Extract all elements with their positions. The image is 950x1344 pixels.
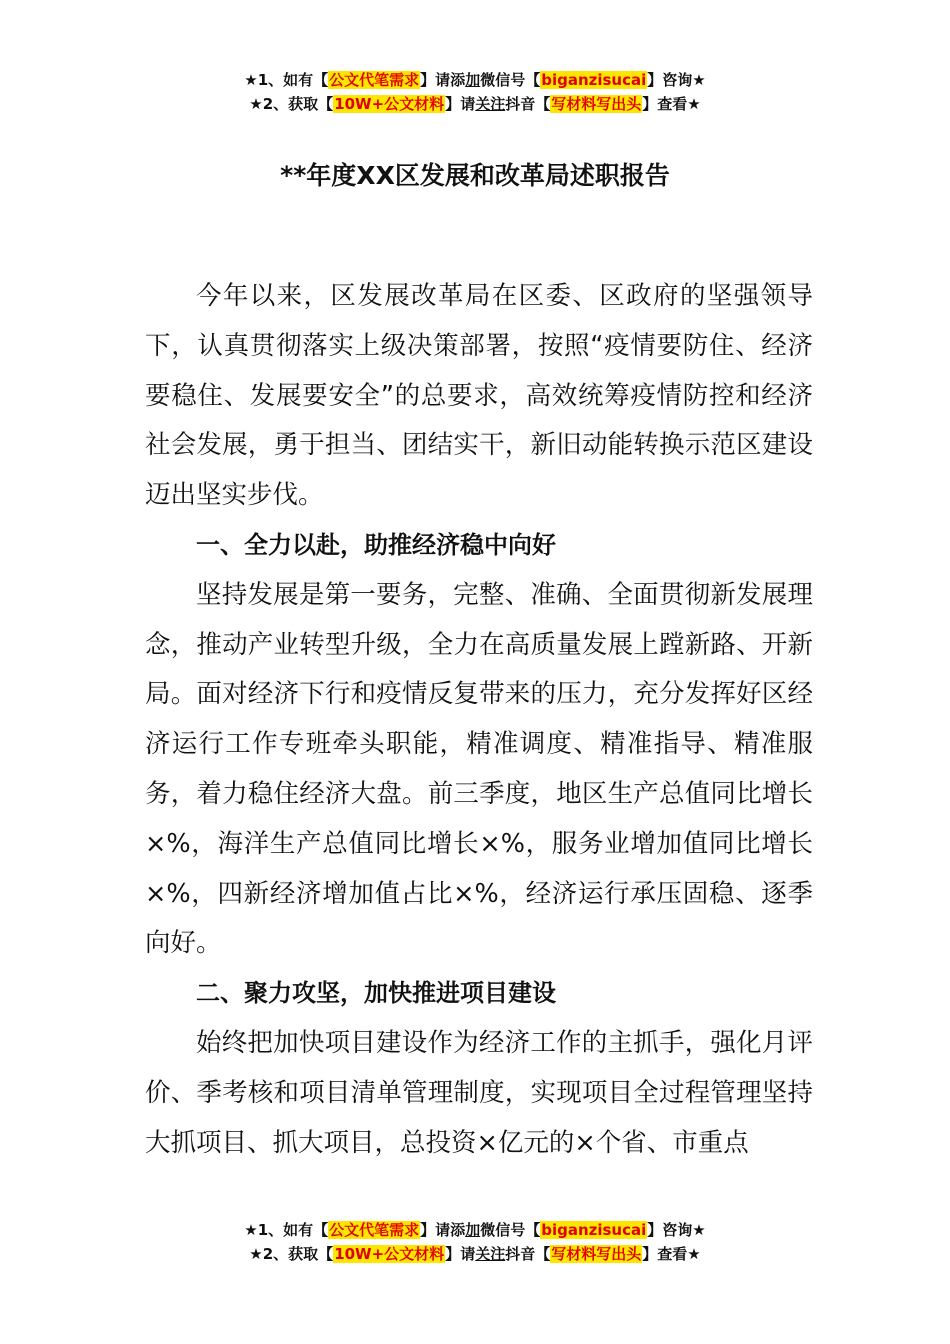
- promo-line-1: [0, 68, 950, 92]
- promo-text: ★2、获取【: [249, 1245, 334, 1263]
- promo-line-2: [0, 1242, 950, 1266]
- section-2-paragraph: 始终把加快项目建设作为经济工作的主抓手，强化月评价、季考核和项目清单管理制度，实现项目全过程管理坚持大抓项目、抓大项目，总投资×亿元的×个省、市重点: [145, 1027, 813, 1158]
- promo-wechat-id: biganzisucai: [541, 1221, 647, 1239]
- promo-text: 微信号【: [480, 71, 541, 89]
- promo-underline: 关注: [475, 1245, 506, 1263]
- section-heading-2: 二、聚力攻坚，加快推进项目建设: [196, 979, 556, 1008]
- promo-text: 】请: [445, 1245, 476, 1263]
- promo-text: 抖音【: [505, 1245, 551, 1263]
- promo-text: ★2、获取【: [249, 95, 334, 113]
- bottom-promo-banner: [0, 1218, 950, 1266]
- promo-highlight: 公文代笔需求: [329, 71, 420, 89]
- promo-text: 】查看★: [642, 95, 701, 113]
- promo-line-1: [0, 1218, 950, 1242]
- promo-text: ★1、如有【: [244, 71, 329, 89]
- document-body: [145, 272, 813, 1168]
- promo-underline: 加: [465, 1221, 481, 1239]
- promo-underline: 加: [465, 71, 481, 89]
- promo-text: 】请添: [420, 71, 466, 89]
- intro-paragraph: 今年以来，区发展改革局在区委、区政府的坚强领导下，认真贯彻落实上级决策部署，按照“疫情要防住、经济要稳住、发展要安全”的总要求，高效统筹疫情防控和经济社会发展，勇于担当、团结实干，新旧动能转换示范区建设迈出坚实步伐。: [145, 281, 813, 511]
- promo-douyin-name: 写材料写出头: [551, 95, 642, 113]
- promo-text: 】请添: [420, 1221, 466, 1239]
- promo-highlight: 公文代笔需求: [329, 1221, 420, 1239]
- promo-text: 微信号【: [480, 1221, 541, 1239]
- section-1-paragraph: 坚持发展是第一要务，完整、准确、全面贯彻新发展理念，推动产业转型升级，全力在高质量发展上蹚新路、开新局。面对经济下行和疫情反复带来的压力，充分发挥好区经济运行工作专班牵头职能，精准调度、精准指导、精准服务，着力稳住经济大盘。前三季度，地区生产总值同比增长×%，海洋生产总值同比增长×%，服务业增加值同比增长×%，四新经济增加值占比×%，经济运行承压固稳、逐季向好。: [145, 579, 813, 959]
- promo-text: 】咨询★: [647, 1221, 706, 1239]
- promo-text: ★1、如有【: [244, 1221, 329, 1239]
- promo-line-2: [0, 92, 950, 116]
- promo-text: 】查看★: [642, 1245, 701, 1263]
- promo-highlight: 10W+公文材料: [334, 1245, 445, 1263]
- promo-text: 】请: [445, 95, 476, 113]
- document-title: **年度XX区发展和改革局述职报告: [280, 161, 670, 190]
- promo-wechat-id: biganzisucai: [541, 71, 647, 89]
- promo-underline: 关注: [475, 95, 506, 113]
- promo-douyin-name: 写材料写出头: [551, 1245, 642, 1263]
- section-heading-1: 一、全力以赴，助推经济稳中向好: [196, 530, 556, 559]
- promo-text: 】咨询★: [647, 71, 706, 89]
- top-promo-banner: [0, 68, 950, 116]
- promo-text: 抖音【: [505, 95, 551, 113]
- promo-highlight: 10W+公文材料: [334, 95, 445, 113]
